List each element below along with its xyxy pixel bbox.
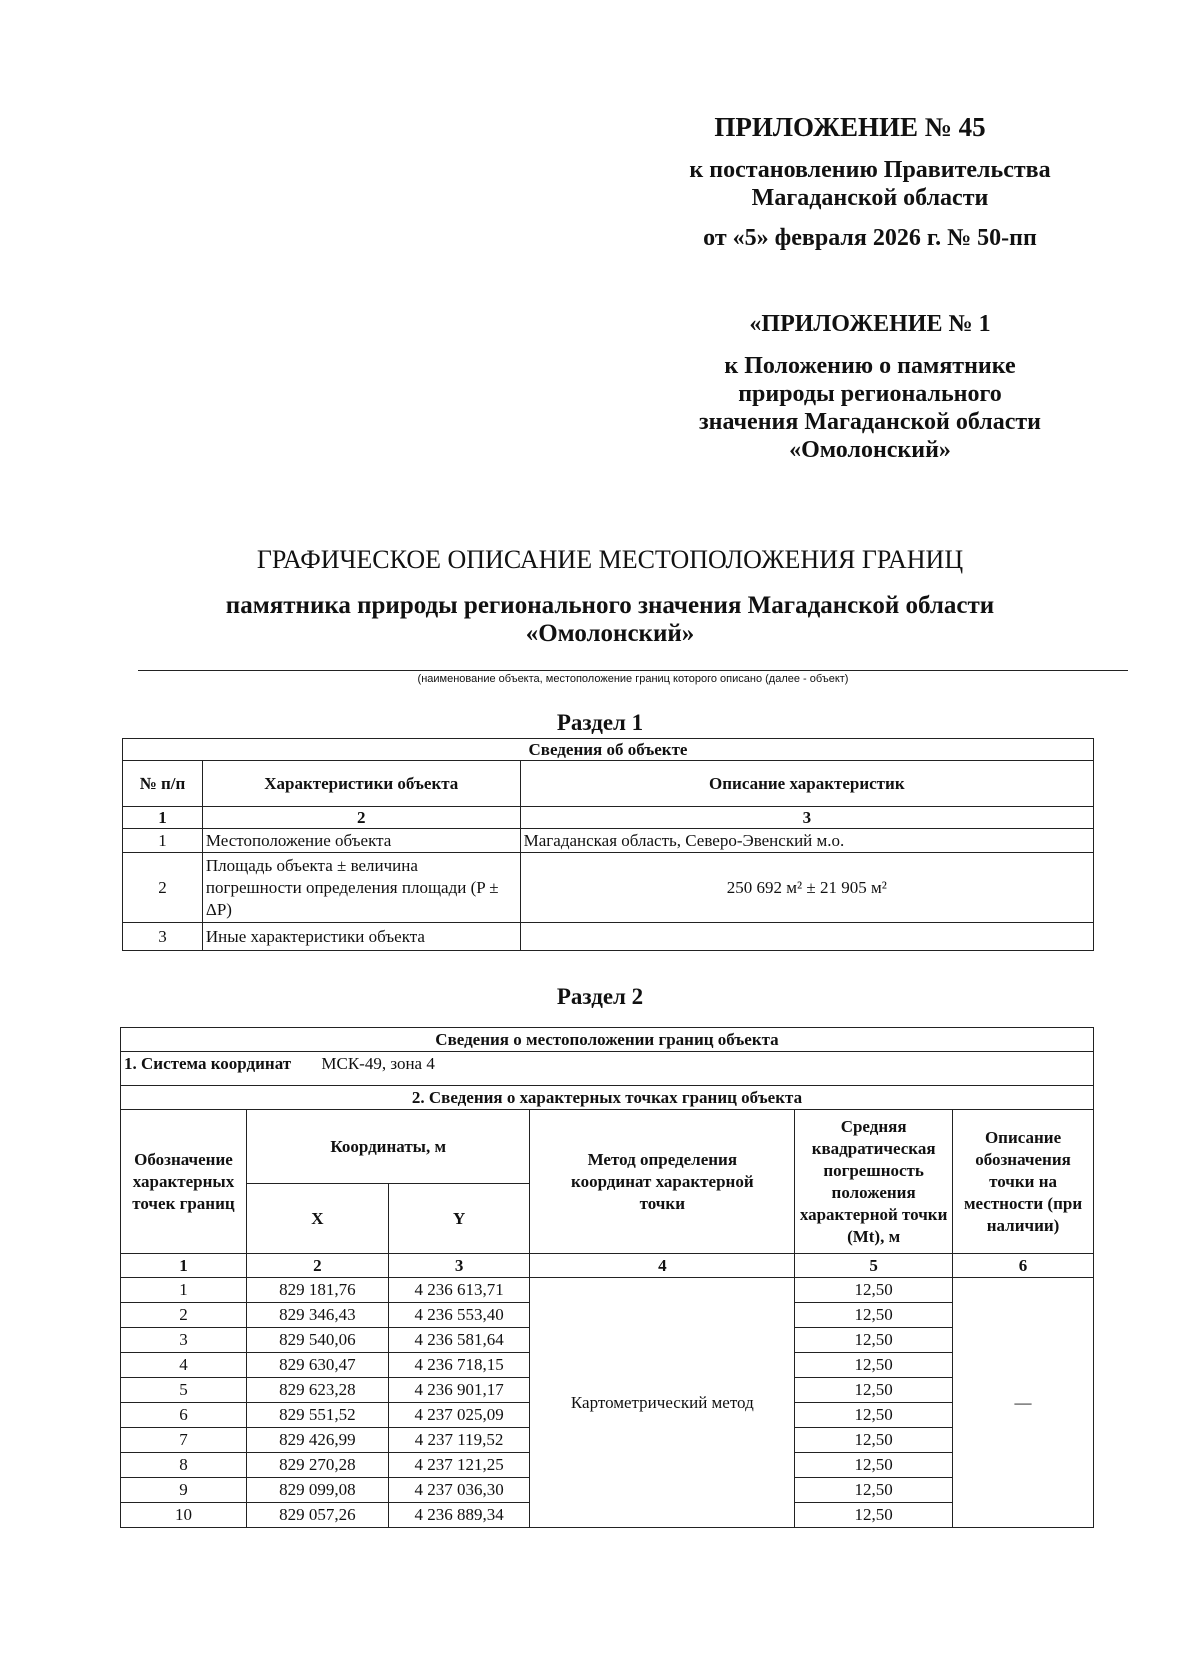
point-error: 12,50 (795, 1328, 953, 1353)
header-y: Y (388, 1184, 530, 1254)
colnum: 5 (795, 1254, 953, 1278)
header-designation: Обозначение характерных точек границ (121, 1110, 247, 1254)
point-number: 10 (121, 1503, 247, 1528)
point-x: 829 099,08 (246, 1478, 388, 1503)
header-method: Метод определения координат характерной точки (530, 1110, 795, 1254)
title-underline (138, 670, 1128, 671)
header-point-description: Описание обозначения точки на местности (при наличии) (953, 1110, 1094, 1254)
point-y: 4 237 025,09 (388, 1403, 530, 1428)
point-y: 4 236 581,64 (388, 1328, 530, 1353)
point-error: 12,50 (795, 1428, 953, 1453)
point-number: 2 (121, 1303, 247, 1328)
point-error: 12,50 (795, 1278, 953, 1303)
row-number: 3 (123, 923, 203, 951)
point-number: 4 (121, 1353, 247, 1378)
section1-caption: Сведения об объекте (123, 739, 1094, 761)
point-x: 829 551,52 (246, 1403, 388, 1428)
table-row (121, 1278, 1094, 1303)
point-x: 829 426,99 (246, 1428, 388, 1453)
point-y: 4 236 889,34 (388, 1503, 530, 1528)
point-y: 4 236 613,71 (388, 1278, 530, 1303)
section2-table (120, 1027, 1094, 1528)
row-number: 2 (123, 853, 203, 923)
colnum: 1 (123, 807, 203, 829)
point-x: 829 623,28 (246, 1378, 388, 1403)
section1-table (122, 738, 1094, 951)
point-number: 7 (121, 1428, 247, 1453)
regulation-line-2: природы регионального (738, 381, 1002, 407)
resolution-line: к постановлению Правительства (689, 157, 1051, 183)
colnum: 2 (246, 1254, 388, 1278)
point-number: 5 (121, 1378, 247, 1403)
point-error: 12,50 (795, 1503, 953, 1528)
row-name: Площадь объекта ± величина погрешности определения площади (P ± ΔP) (202, 853, 520, 923)
point-x: 829 346,43 (246, 1303, 388, 1328)
point-number: 8 (121, 1453, 247, 1478)
point-x: 829 540,06 (246, 1328, 388, 1353)
point-error: 12,50 (795, 1353, 953, 1378)
row-value (520, 923, 1093, 951)
coord-system-row (121, 1052, 1094, 1086)
points-caption: 2. Сведения о характерных точках границ объекта (121, 1086, 1094, 1110)
point-x: 829 270,28 (246, 1453, 388, 1478)
point-y: 4 236 718,15 (388, 1353, 530, 1378)
method-cell: Картометрический метод (530, 1278, 795, 1528)
point-x: 829 181,76 (246, 1278, 388, 1303)
point-y: 4 236 901,17 (388, 1378, 530, 1403)
point-error: 12,50 (795, 1378, 953, 1403)
header-number: № п/п (123, 761, 203, 807)
section2-label: Раздел 2 (556, 984, 644, 1009)
row-value: 250 692 м² ± 21 905 м² (520, 853, 1093, 923)
point-x: 829 057,26 (246, 1503, 388, 1528)
point-x: 829 630,47 (246, 1353, 388, 1378)
object-name-line-2: «Омолонский» (525, 620, 695, 647)
point-number: 6 (121, 1403, 247, 1428)
object-name-line-1: памятника природы регионального значения Магаданской области (225, 592, 995, 619)
colnum: 6 (953, 1254, 1094, 1278)
point-error: 12,50 (795, 1303, 953, 1328)
appendix1-line: «ПРИЛОЖЕНИЕ № 1 (749, 311, 991, 337)
point-description-cell: — (953, 1278, 1094, 1528)
table-row (123, 853, 1094, 923)
regulation-line-1: к Положению о памятнике (724, 353, 1016, 379)
table-row (123, 923, 1094, 951)
regulation-line-4: «Омолонский» (789, 437, 951, 463)
appendix-number: ПРИЛОЖЕНИЕ № 45 (714, 112, 986, 142)
point-error: 12,50 (795, 1478, 953, 1503)
date-line: от «5» февраля 2026 г. № 50-пп (703, 225, 1037, 251)
point-y: 4 237 036,30 (388, 1478, 530, 1503)
colnum: 1 (121, 1254, 247, 1278)
regulation-line-3: значения Магаданской области (699, 409, 1041, 435)
header-characteristics: Характеристики объекта (202, 761, 520, 807)
colnum: 3 (520, 807, 1093, 829)
section2-caption: Сведения о местоположении границ объекта (121, 1028, 1094, 1052)
row-name: Иные характеристики объекта (202, 923, 520, 951)
point-number: 3 (121, 1328, 247, 1353)
coord-system-label: 1. Система координат (124, 1054, 292, 1073)
header-x: X (246, 1184, 388, 1254)
row-value: Магаданская область, Северо-Эвенский м.о. (520, 829, 1093, 853)
table-row (123, 829, 1094, 853)
colnum: 3 (388, 1254, 530, 1278)
row-name: Местоположение объекта (202, 829, 520, 853)
point-y: 4 237 121,25 (388, 1453, 530, 1478)
row-number: 1 (123, 829, 203, 853)
coord-system-value: МСК-49, зона 4 (321, 1054, 435, 1073)
section1-label: Раздел 1 (556, 710, 644, 735)
region-line: Магаданской области (751, 185, 989, 211)
header-error: Средняя квадратическая погрешность положения характерной точки (Mt), м (795, 1110, 953, 1254)
point-error: 12,50 (795, 1403, 953, 1428)
point-y: 4 236 553,40 (388, 1303, 530, 1328)
document-title: ГРАФИЧЕСКОЕ ОПИСАНИЕ МЕСТОПОЛОЖЕНИЯ ГРАНИЦ (256, 545, 964, 574)
point-error: 12,50 (795, 1453, 953, 1478)
point-number: 1 (121, 1278, 247, 1303)
point-number: 9 (121, 1478, 247, 1503)
colnum: 4 (530, 1254, 795, 1278)
header-description: Описание характеристик (520, 761, 1093, 807)
title-caption: (наименование объекта, местоположение границ которого описано (далее - объект) (417, 673, 849, 685)
header-coords: Координаты, м (246, 1110, 530, 1184)
point-y: 4 237 119,52 (388, 1428, 530, 1453)
colnum: 2 (202, 807, 520, 829)
